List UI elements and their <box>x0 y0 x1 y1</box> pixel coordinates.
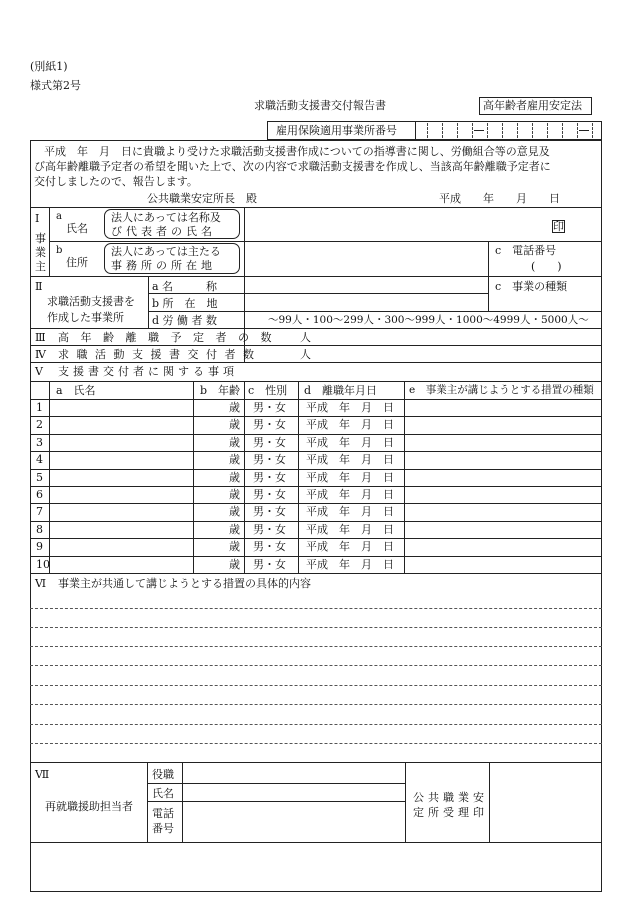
common-measures-textarea[interactable] <box>31 592 601 762</box>
business-type-label: c 事業の種類 <box>495 280 568 293</box>
phone-label: c 電話番号 <box>495 244 557 257</box>
attachment-label: (別紙1) <box>30 60 68 73</box>
contact-phone-label-1: 電話 <box>152 807 174 820</box>
addressee: 公共職業安定所長 殿 <box>147 192 257 205</box>
contact-name-label: 氏名 <box>152 787 174 800</box>
row-age-unit: 歳 <box>229 436 240 449</box>
section1-label-char: 主 <box>35 260 46 273</box>
law-label: 高年齢者雇用安定法 <box>483 99 582 112</box>
section2-b-label: b 所 在 地 <box>152 297 218 310</box>
section5-number: Ⅴ <box>35 365 43 378</box>
section2-d-label: d 労 働 者 数 <box>152 314 218 327</box>
row-separation-date: 平成 年 月 日 <box>306 401 394 414</box>
row-separation-date: 平成 年 月 日 <box>306 523 394 536</box>
intro-line-1: 平成 年 月 日に貴職より受けた求職活動支援書作成についての指導書に関し、労働組合等の意見及 <box>44 145 550 158</box>
row-separation-date: 平成 年 月 日 <box>306 471 394 484</box>
section2-number: Ⅱ <box>35 280 43 293</box>
section4-unit[interactable]: 人 <box>300 348 311 361</box>
row-number: 2 <box>36 418 43 431</box>
section3-number: Ⅲ <box>35 331 46 344</box>
row-number: 4 <box>36 453 43 466</box>
col-date-header: d 離職年月日 <box>304 384 378 397</box>
section1-a-note-1: 法人にあっては名称及 <box>111 211 221 224</box>
row-age-unit: 歳 <box>229 540 240 553</box>
row-separation-date: 平成 年 月 日 <box>306 505 394 518</box>
row-number: 8 <box>36 523 43 536</box>
section1-b-note-1: 法人にあっては主たる <box>111 245 221 258</box>
row-number: 10 <box>36 558 50 571</box>
row-number: 7 <box>36 505 43 518</box>
row-separation-date: 平成 年 月 日 <box>306 488 394 501</box>
receipt-stamp-area <box>490 763 601 841</box>
row-age-unit: 歳 <box>229 471 240 484</box>
section1-b-mark: b <box>56 245 63 256</box>
row-number: 9 <box>36 540 43 553</box>
col-sex-header: c 性別 <box>248 384 288 397</box>
section7-number: Ⅶ <box>35 768 50 781</box>
row-number: 3 <box>36 436 43 449</box>
row-sex-options: 男・女 <box>253 488 286 501</box>
row-age-unit: 歳 <box>229 505 240 518</box>
row-sex-options: 男・女 <box>253 401 286 414</box>
employer-name-field[interactable] <box>245 208 601 240</box>
worker-count-options[interactable]: ～99人・100～299人・300～999人・1000～4999人・5000人～ <box>268 314 589 326</box>
section1-label-char: 事 <box>35 232 46 245</box>
section6-label: 事業主が共通して講じようとする措置の具体的内容 <box>58 577 311 590</box>
contact-role-label: 役職 <box>152 768 174 781</box>
row-age-unit: 歳 <box>229 453 240 466</box>
row-sex-options: 男・女 <box>253 418 286 431</box>
office-address-field[interactable] <box>245 294 485 310</box>
seal-mark: 印 <box>553 220 564 233</box>
section1-b-note-2: 事務所の所在地 <box>111 259 216 272</box>
section1-a-mark: a <box>56 211 62 222</box>
section2-label-2: 作成した事業所 <box>47 311 124 324</box>
row-age-unit: 歳 <box>229 401 240 414</box>
section1-b-label: 住所 <box>66 256 88 269</box>
col-age-header: b 年齢 <box>200 384 241 397</box>
section1-label-char: 業 <box>35 246 46 259</box>
row-age-unit: 歳 <box>229 488 240 501</box>
row-separation-date: 平成 年 月 日 <box>306 418 394 431</box>
row-number: 1 <box>36 401 43 414</box>
row-separation-date: 平成 年 月 日 <box>306 436 394 449</box>
contact-phone-field[interactable] <box>183 802 404 841</box>
receipt-stamp-label-2: 定所受理印 <box>413 806 488 819</box>
section2-label-1: 求職活動支援書を <box>47 295 135 308</box>
employer-address-field[interactable] <box>245 242 485 275</box>
report-date[interactable]: 平成 年 月 日 <box>439 192 560 205</box>
section7-label: 再就職援助担当者 <box>45 800 133 813</box>
phone-area-code[interactable]: ( ) <box>531 260 562 273</box>
section1-a-note-2: び代表者の氏名 <box>111 225 216 238</box>
row-sex-options: 男・女 <box>253 436 286 449</box>
section1-number: Ⅰ <box>35 212 40 225</box>
contact-name-field[interactable] <box>183 784 404 800</box>
row-age-unit: 歳 <box>229 418 240 431</box>
row-sex-options: 男・女 <box>253 558 286 571</box>
section5-label: 支援書交付者に関する事項 <box>58 365 238 378</box>
col-measure-header: e 事業主が講じようとする措置の種類 <box>409 384 594 396</box>
row-separation-date: 平成 年 月 日 <box>306 540 394 553</box>
col-name-header: a 氏名 <box>56 384 96 397</box>
form-number: 様式第2号 <box>30 79 81 92</box>
row-number: 6 <box>36 488 43 501</box>
section2-a-label: a 名 称 <box>152 280 218 293</box>
row-sex-options: 男・女 <box>253 471 286 484</box>
row-age-unit: 歳 <box>229 558 240 571</box>
row-number: 5 <box>36 471 43 484</box>
row-separation-date: 平成 年 月 日 <box>306 453 394 466</box>
row-sex-options: 男・女 <box>253 453 286 466</box>
intro-line-3: 交付しましたので、報告します。 <box>34 175 198 188</box>
row-separation-date: 平成 年 月 日 <box>306 558 394 571</box>
row-sex-options: 男・女 <box>253 523 286 536</box>
section3-unit[interactable]: 人 <box>300 331 311 344</box>
row-sex-options: 男・女 <box>253 505 286 518</box>
insurance-number-label: 雇用保険適用事業所番号 <box>276 124 397 137</box>
contact-role-field[interactable] <box>183 763 404 782</box>
section1-a-label: 氏名 <box>66 222 88 235</box>
row-sex-options: 男・女 <box>253 540 286 553</box>
section6-number: Ⅵ <box>35 577 47 590</box>
page-title: 求職活動支援書交付報告書 <box>254 99 386 112</box>
office-name-field[interactable] <box>245 277 485 293</box>
section4-number: Ⅳ <box>35 348 46 361</box>
intro-line-2: び高年齢離職予定者の希望を聞いた上で、次の内容で求職活動支援書を作成し、当該高年齢離職予定者に <box>34 160 551 173</box>
receipt-stamp-label-1: 公共職業安 <box>413 791 488 804</box>
section4-label: 求 職 活 動 支 援 書 交 付 者 数 <box>58 348 256 361</box>
section3-label: 高 年 齢 離 職 予 定 者 の 数 <box>58 331 276 344</box>
row-age-unit: 歳 <box>229 523 240 536</box>
contact-phone-label-2: 番号 <box>152 822 174 835</box>
